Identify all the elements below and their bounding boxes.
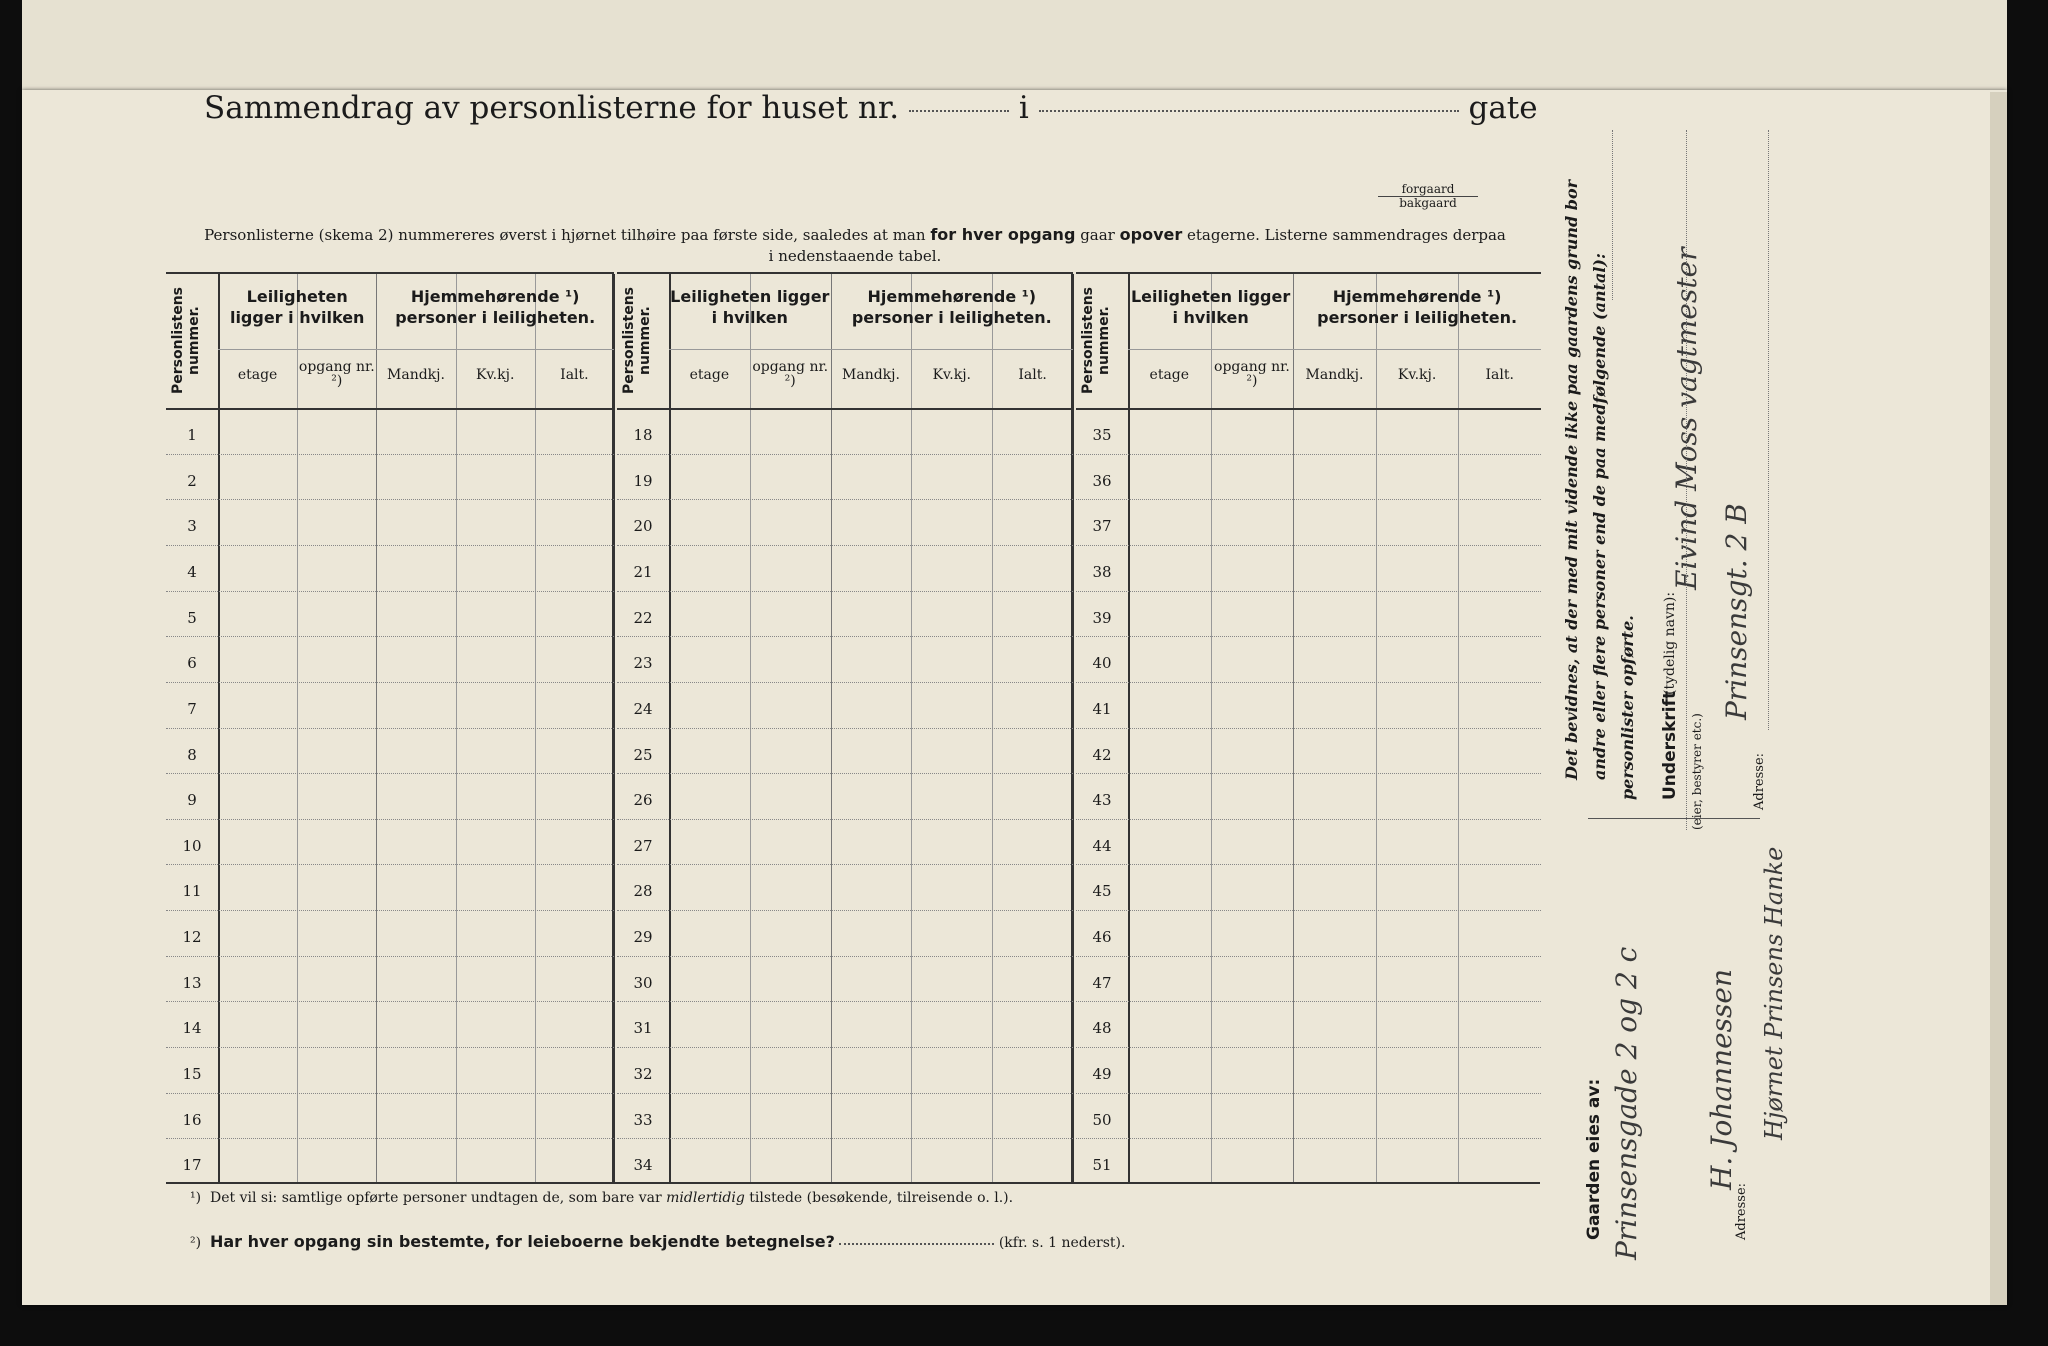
table-row-line xyxy=(617,1001,1073,1002)
subheader-entrance: opgang nr. ²) xyxy=(752,359,829,389)
row-number: 13 xyxy=(182,973,202,992)
instruction-bold-1: for hver opgang xyxy=(930,225,1076,244)
signature-field-line[interactable] xyxy=(1686,130,1687,830)
row-number: 5 xyxy=(187,608,197,627)
row-number: 48 xyxy=(1092,1019,1112,1038)
street-name-field[interactable] xyxy=(1039,108,1459,112)
table-row-line xyxy=(617,1047,1073,1048)
row-number: 34 xyxy=(633,1156,653,1175)
row-number: 20 xyxy=(633,517,653,536)
group-header-residents: Hjemmehørende ¹) personer i leiligheten. xyxy=(1317,287,1518,327)
footnote-2-marker: ²) xyxy=(190,1235,202,1251)
row-number: 51 xyxy=(1092,1156,1112,1175)
table-row-line xyxy=(1076,819,1541,820)
table-row-line xyxy=(617,819,1073,820)
row-number: 26 xyxy=(633,791,653,810)
table-row-line xyxy=(1076,499,1541,500)
row-number: 25 xyxy=(633,745,653,764)
table-row-line xyxy=(617,773,1073,774)
row-number: 32 xyxy=(633,1065,653,1084)
declaration-line-1: Det bevidnes, at der med mit vidende ikke paa gaardens grund bor xyxy=(1562,179,1581,780)
footnote-2-answer-field[interactable] xyxy=(839,1241,994,1245)
row-number: 9 xyxy=(187,791,197,810)
row-number: 41 xyxy=(1092,699,1112,718)
subheader-entrance: opgang nr. ²) xyxy=(298,359,375,389)
footnote-1-end: tilstede (besøkende, tilreisende o. l.). xyxy=(749,1190,1014,1206)
table-block-1 xyxy=(166,272,614,1184)
house-number-field[interactable] xyxy=(909,108,1009,112)
header-bottom-rule xyxy=(617,408,1073,410)
instruction-bold-2: opover xyxy=(1119,225,1183,244)
handwritten-owner-name: H. Johannessen xyxy=(1705,968,1738,1190)
row-number: 1 xyxy=(187,426,197,444)
page-top-edge xyxy=(22,0,2007,92)
table-row-line xyxy=(166,636,614,637)
table-row-line xyxy=(1076,682,1541,683)
table-row-line xyxy=(617,864,1073,865)
table-row-line xyxy=(1076,910,1541,911)
address-field-line[interactable] xyxy=(1768,130,1769,730)
table-row-line xyxy=(1076,864,1541,865)
row-number: 36 xyxy=(1092,471,1112,490)
row-number: 12 xyxy=(182,928,202,947)
row-number: 47 xyxy=(1092,973,1112,992)
gate-options xyxy=(1378,183,1478,210)
row-number: 7 xyxy=(187,699,197,718)
subheader-women: Kv.kj. xyxy=(1397,367,1437,383)
subheader-women: Kv.kj. xyxy=(475,367,515,383)
signature-role: (eier, bestyrer etc.) xyxy=(1690,713,1704,830)
row-number: 35 xyxy=(1092,426,1112,444)
subheader-total: Ialt. xyxy=(1018,367,1047,383)
row-number: 33 xyxy=(633,1110,653,1129)
table-row-line xyxy=(617,1138,1073,1139)
header-bottom-rule xyxy=(166,408,614,410)
row-number: 45 xyxy=(1092,882,1112,901)
table-row-line xyxy=(1076,1001,1541,1002)
row-number: 50 xyxy=(1092,1110,1112,1129)
row-number: 10 xyxy=(182,836,202,855)
title-prefix: Sammendrag av personlisterne for huset nr. xyxy=(204,90,900,126)
gate-option-bakgaard: bakgaard xyxy=(1378,196,1478,210)
table-row-line xyxy=(617,636,1073,637)
column-header-number: Personlistens nummer. xyxy=(621,287,653,395)
subheader-men: Mandkj. xyxy=(387,367,445,383)
table-row-line xyxy=(1076,773,1541,774)
subheader-women: Kv.kj. xyxy=(932,367,971,383)
subheader-floor: etage xyxy=(689,367,730,383)
table-row-line xyxy=(1076,728,1541,729)
subheader-men: Mandkj. xyxy=(1305,367,1364,383)
row-number: 19 xyxy=(633,471,653,490)
table-row-line xyxy=(166,728,614,729)
table-row-line xyxy=(166,864,614,865)
row-number: 17 xyxy=(182,1156,202,1175)
signature-label: Underskrift xyxy=(1660,690,1680,800)
instruction-text-2: gaar xyxy=(1080,226,1115,244)
table-row-line xyxy=(1076,636,1541,637)
table-row-line xyxy=(1076,545,1541,546)
row-number: 27 xyxy=(633,836,653,855)
row-number: 38 xyxy=(1092,562,1112,581)
table-row-line xyxy=(1076,591,1541,592)
handwritten-owner-address: Prinsensgade 2 og 2 c xyxy=(1610,946,1643,1260)
footnote-2-question: Har hver opgang sin bestemte, for leieboerne bekjendte betegnelse? xyxy=(209,1232,835,1251)
header-bottom-rule xyxy=(1076,408,1541,410)
declaration-line-3: personlister opførte. xyxy=(1618,615,1637,800)
table-row-line xyxy=(166,910,614,911)
row-number: 11 xyxy=(182,882,202,901)
instruction-text-3: etagerne. Listerne sammendrages derpaa i nedenstaaende tabel. xyxy=(768,226,1506,265)
table-row-line xyxy=(617,682,1073,683)
column-header-number: Personlistens nummer. xyxy=(1080,287,1112,395)
owner-label: Gaarden eies av: xyxy=(1584,1078,1604,1240)
footnote-1-italic: midlertidig xyxy=(666,1190,745,1206)
table-row-line xyxy=(166,545,614,546)
table-row-line xyxy=(1076,454,1541,455)
table-row-line xyxy=(617,1093,1073,1094)
group-header-residents: Hjemmehørende ¹) personer i leiligheten. xyxy=(851,287,1052,327)
table-row-line xyxy=(617,454,1073,455)
table-row-line xyxy=(1076,956,1541,957)
table-row-line xyxy=(166,1001,614,1002)
row-number: 8 xyxy=(187,745,197,764)
row-number: 40 xyxy=(1092,654,1112,673)
row-number: 18 xyxy=(633,426,653,444)
title-gate: gate xyxy=(1468,90,1538,126)
row-number: 28 xyxy=(633,882,653,901)
title-i: i xyxy=(1018,90,1029,126)
subheader-men: Mandkj. xyxy=(842,367,900,383)
count-field-line[interactable] xyxy=(1612,130,1613,300)
row-number: 46 xyxy=(1092,928,1112,947)
footnote-2-reference: (kfr. s. 1 nederst). xyxy=(998,1235,1126,1251)
table-row-line xyxy=(617,545,1073,546)
row-number: 4 xyxy=(187,562,197,581)
table-row-line xyxy=(166,454,614,455)
row-number: 21 xyxy=(633,562,653,581)
table-row-line xyxy=(617,910,1073,911)
footnote-1-text: Det vil si: samtlige opførte personer undtagen de, som bare var xyxy=(209,1190,662,1206)
row-number: 42 xyxy=(1092,745,1112,764)
table-row-line xyxy=(166,682,614,683)
table-row-line xyxy=(166,819,614,820)
row-number: 14 xyxy=(182,1019,202,1038)
footnote-1-marker: ¹) xyxy=(190,1190,202,1206)
table-row-line xyxy=(166,1093,614,1094)
row-number: 23 xyxy=(633,654,653,673)
instruction-text-1: Personlisterne (skema 2) nummereres øverst i hjørnet tilhøire paa første side, saaledes at man xyxy=(204,226,926,244)
group-header-residents: Hjemmehørende ¹) personer i leiligheten. xyxy=(395,287,596,327)
footnote-1 xyxy=(190,1190,1013,1206)
owner-address-label: Adresse: xyxy=(1734,1182,1749,1240)
row-number: 16 xyxy=(182,1110,202,1129)
table-row-line xyxy=(166,499,614,500)
table-row-line xyxy=(617,591,1073,592)
row-number: 15 xyxy=(182,1065,202,1084)
row-number: 6 xyxy=(187,654,197,673)
table-bottom-rule xyxy=(166,1182,1540,1184)
table-row-line xyxy=(617,499,1073,500)
row-number: 2 xyxy=(187,471,197,490)
gate-option-forgaard: forgaard xyxy=(1401,182,1455,196)
table-block-2 xyxy=(617,272,1073,1184)
subheader-total: Ialt. xyxy=(560,367,589,383)
owner-separator xyxy=(1588,818,1760,819)
subheader-floor: etage xyxy=(237,367,278,383)
row-number: 30 xyxy=(633,973,653,992)
row-number: 31 xyxy=(633,1019,653,1038)
page-right-edge xyxy=(1990,92,2007,1305)
declaration-line-2: andre eller flere personer end de paa medfølgende (antal): xyxy=(1590,253,1609,780)
table-block-3 xyxy=(1076,272,1541,1184)
handwritten-address: Prinsensgt. 2 B xyxy=(1720,503,1753,720)
table-row-line xyxy=(1076,1047,1541,1048)
row-number: 24 xyxy=(633,699,653,718)
group-header-apartment: Leiligheten ligger i hvilken xyxy=(670,287,830,327)
row-number: 22 xyxy=(633,608,653,627)
row-number: 39 xyxy=(1092,608,1112,627)
table-row-line xyxy=(1076,1138,1541,1139)
row-number: 49 xyxy=(1092,1065,1112,1084)
address-label: Adresse: xyxy=(1752,752,1767,810)
signature-hint: (tydelig navn): xyxy=(1662,591,1678,695)
form-title xyxy=(204,90,1538,126)
handwritten-owner-street: Hjørnet Prinsens Hanke xyxy=(1760,846,1788,1140)
handwritten-signature: Eivind Moss vagtmester xyxy=(1670,247,1703,590)
subheader-rule xyxy=(1128,349,1541,350)
subheader-entrance: opgang nr. ²) xyxy=(1214,359,1290,389)
table-row-line xyxy=(617,956,1073,957)
row-number: 43 xyxy=(1092,791,1112,810)
table-row-line xyxy=(166,1047,614,1048)
subheader-floor: etage xyxy=(1149,367,1190,383)
table-row-line xyxy=(166,591,614,592)
row-number: 3 xyxy=(187,517,197,536)
subheader-total: Ialt. xyxy=(1485,367,1514,383)
row-number: 29 xyxy=(633,928,653,947)
table-row-line xyxy=(166,956,614,957)
instructions xyxy=(200,224,1510,267)
table-row-line xyxy=(166,1138,614,1139)
group-header-apartment: Leiligheten ligger i hvilken xyxy=(229,287,365,327)
subheader-rule xyxy=(669,349,1073,350)
table-row-line xyxy=(617,728,1073,729)
table-row-line xyxy=(166,773,614,774)
column-header-number: Personlistens nummer. xyxy=(170,287,202,395)
group-header-apartment: Leiligheten ligger i hvilken xyxy=(1130,287,1291,327)
row-number: 37 xyxy=(1092,517,1112,536)
table-row-line xyxy=(1076,1093,1541,1094)
footnote-2 xyxy=(190,1232,1125,1251)
row-number: 44 xyxy=(1092,836,1112,855)
subheader-rule xyxy=(218,349,614,350)
